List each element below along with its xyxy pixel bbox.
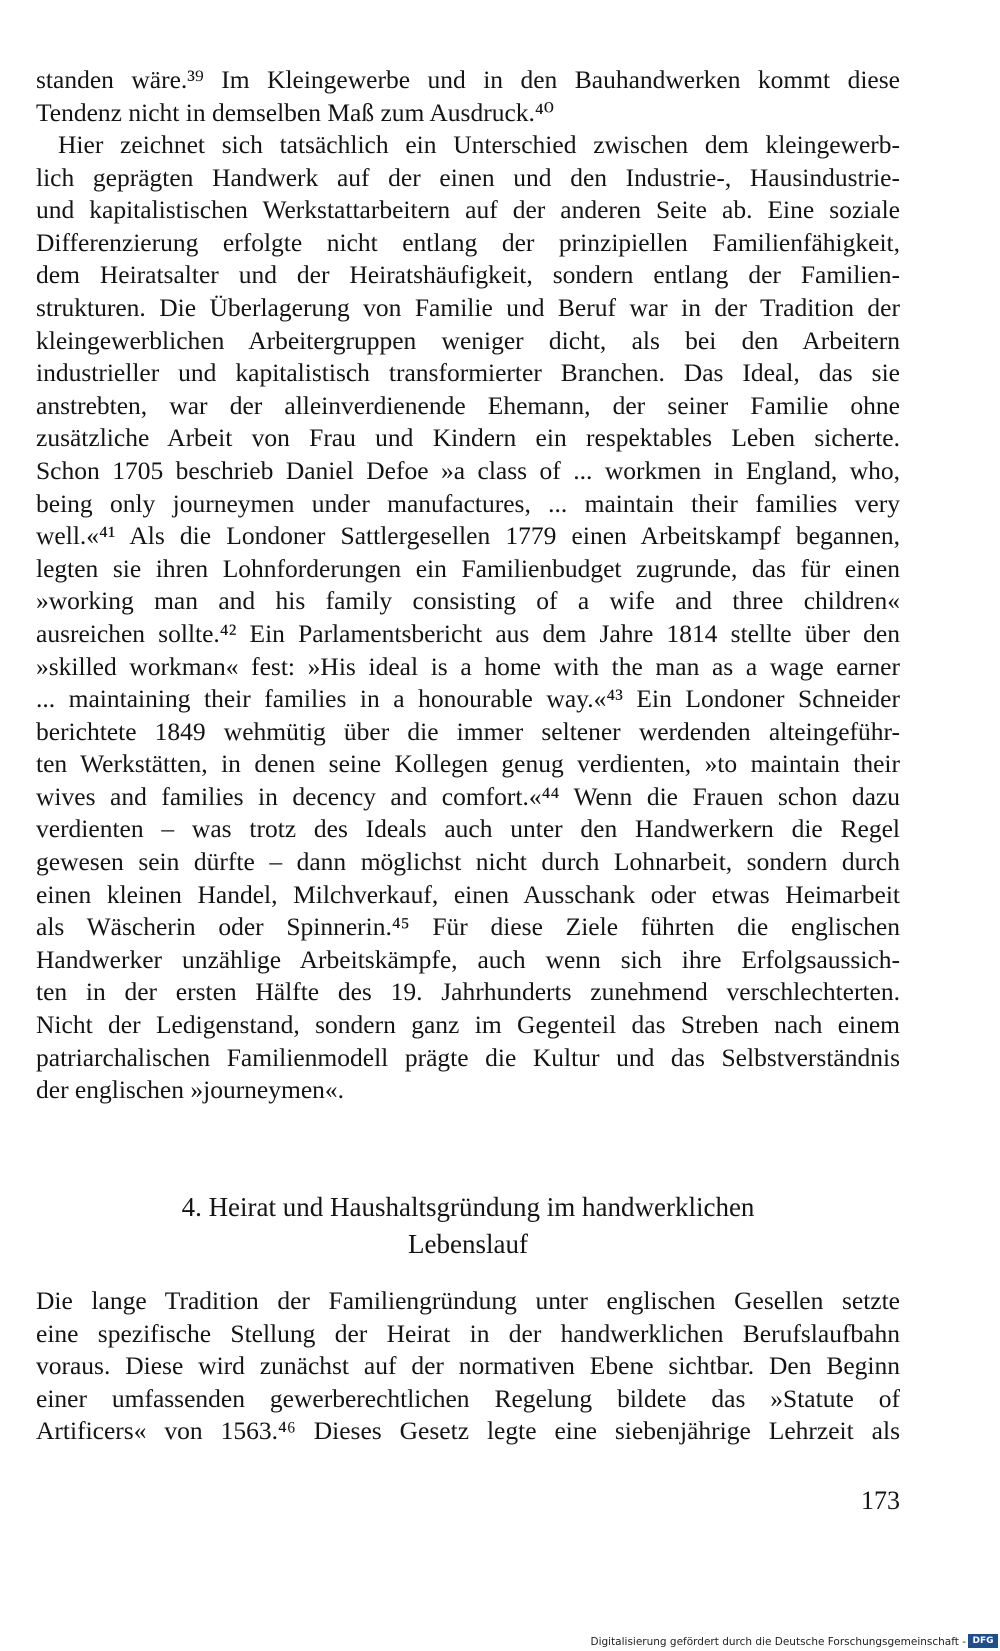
dfg-logo: DFG [968,1634,998,1648]
paragraph-1 [36,64,900,129]
text-line: Tendenz nicht in demselben Maß zum Ausdruck.⁴⁰ [36,97,554,127]
text-line: »working man and his family consisting of a wife and three children« [36,586,900,616]
paragraph-2 [36,129,900,1107]
text-line: legten sie ihren Lohnforderungen ein Familienbudget zugrunde, das für einen [36,553,900,583]
text-line: Schon 1705 beschrieb Daniel Defoe »a class of ... workmen in England, who, [36,455,900,485]
text-line: Hier zeichnet sich tatsächlich ein Unterschied zwischen dem kleingewerb- [58,130,900,159]
text-line: Differenzierung erfolgte nicht entlang der prinzipiellen Familienfähigkeit, [36,227,900,257]
text-line: gewesen sein dürfte – dann möglichst nicht durch Lohnarbeit, sondern durch [36,847,900,877]
text-line: als Wäscherin oder Spinnerin.⁴⁵ Für diese Ziele führten die englischen [36,912,900,942]
text-line: zusätzliche Arbeit von Frau und Kindern ein respektables Leben sicherte. [36,423,900,453]
text-line: Die lange Tradition der Familiengründung unter englischen Gesellen setzte [36,1286,900,1315]
text-line: der englischen »journeymen«. [36,1075,345,1105]
text-line: standen wäre.³⁹ Im Kleingewerbe und in den Bauhandwerken kommt diese [36,65,900,94]
text-line: voraus. Diese wird zunächst auf der normativen Ebene sichtbar. Den Beginn [36,1351,900,1381]
text-line: well.«⁴¹ Als die Londoner Sattlergesellen 1779 einen Arbeitskampf begannen, [36,521,900,551]
text-line: ten Werkstätten, in denen seine Kollegen genug verdienten, »to maintain their [36,749,900,779]
text-line: berichtete 1849 wehmütig über die immer seltener werdenden alteingeführ- [36,716,900,746]
section-heading-line-2: Lebenslauf [408,1229,528,1259]
text-line: wives and families in decency and comfort.«⁴⁴ Wenn die Frauen schon dazu [36,781,900,811]
page-number: 173 [861,1486,900,1515]
text-line: anstrebten, war der alleinverdienende Ehemann, der seiner Familie ohne [36,390,900,420]
text-line: ten in der ersten Hälfte des 19. Jahrhunderts zunehmend verschlechterten. [36,977,900,1007]
text-line: einer umfassenden gewerberechtlichen Regelung bildete das »Statute of [36,1383,900,1413]
text-line: verdienten – was trotz des Ideals auch unter den Handwerkern die Regel [36,814,900,844]
footer-credit: Digitalisierung gefördert durch die Deutsche Forschungsgemeinschaft - [590,1636,966,1648]
text-line: patriarchalischen Familienmodell prägte die Kultur und das Selbstverständnis [36,1042,900,1072]
text-line: einen kleinen Handel, Milchverkauf, einen Ausschank oder etwas Heimarbeit [36,879,900,909]
text-line: lich geprägten Handwerk auf der einen und den Industrie-, Hausindustrie- [36,162,900,192]
section-heading [36,1189,900,1263]
section-heading-line-1: 4. Heirat und Haushaltsgründung im handwerklichen [181,1192,755,1222]
paragraph-3 [36,1285,900,1448]
text-line: Nicht der Ledigenstand, sondern ganz im Gegenteil das Streben nach einem [36,1010,900,1040]
text-line: ausreichen sollte.⁴² Ein Parlamentsbericht aus dem Jahre 1814 stellte über den [36,618,900,648]
footer [0,1629,1000,1651]
text-line: eine spezifische Stellung der Heirat in der handwerklichen Berufslaufbahn [36,1318,900,1348]
text-line: ... maintaining their families in a honourable way.«⁴³ Ein Londoner Schneider [36,684,900,714]
text-line: being only journeymen under manufactures, ... maintain their families very [36,488,900,518]
text-line: »skilled workman« fest: »His ideal is a home with the man as a wage earner [36,651,900,681]
text-line: strukturen. Die Überlagerung von Familie und Beruf war in der Tradition der [36,292,900,322]
text-line: industrieller und kapitalistisch transformierter Branchen. Das Ideal, das sie [36,358,900,388]
text-line: Handwerker unzählige Arbeitskämpfe, auch wenn sich ihre Erfolgsaussich- [36,944,900,974]
text-line: kleingewerblichen Arbeitergruppen weniger dicht, als bei den Arbeitern [36,325,900,355]
text-line: und kapitalistischen Werkstattarbeitern auf der anderen Seite ab. Eine soziale [36,195,900,225]
text-line: dem Heiratsalter und der Heiratshäufigkeit, sondern entlang der Familien- [36,260,900,290]
text-line: Artificers« von 1563.⁴⁶ Dieses Gesetz legte eine siebenjährige Lehrzeit als [36,1416,900,1446]
